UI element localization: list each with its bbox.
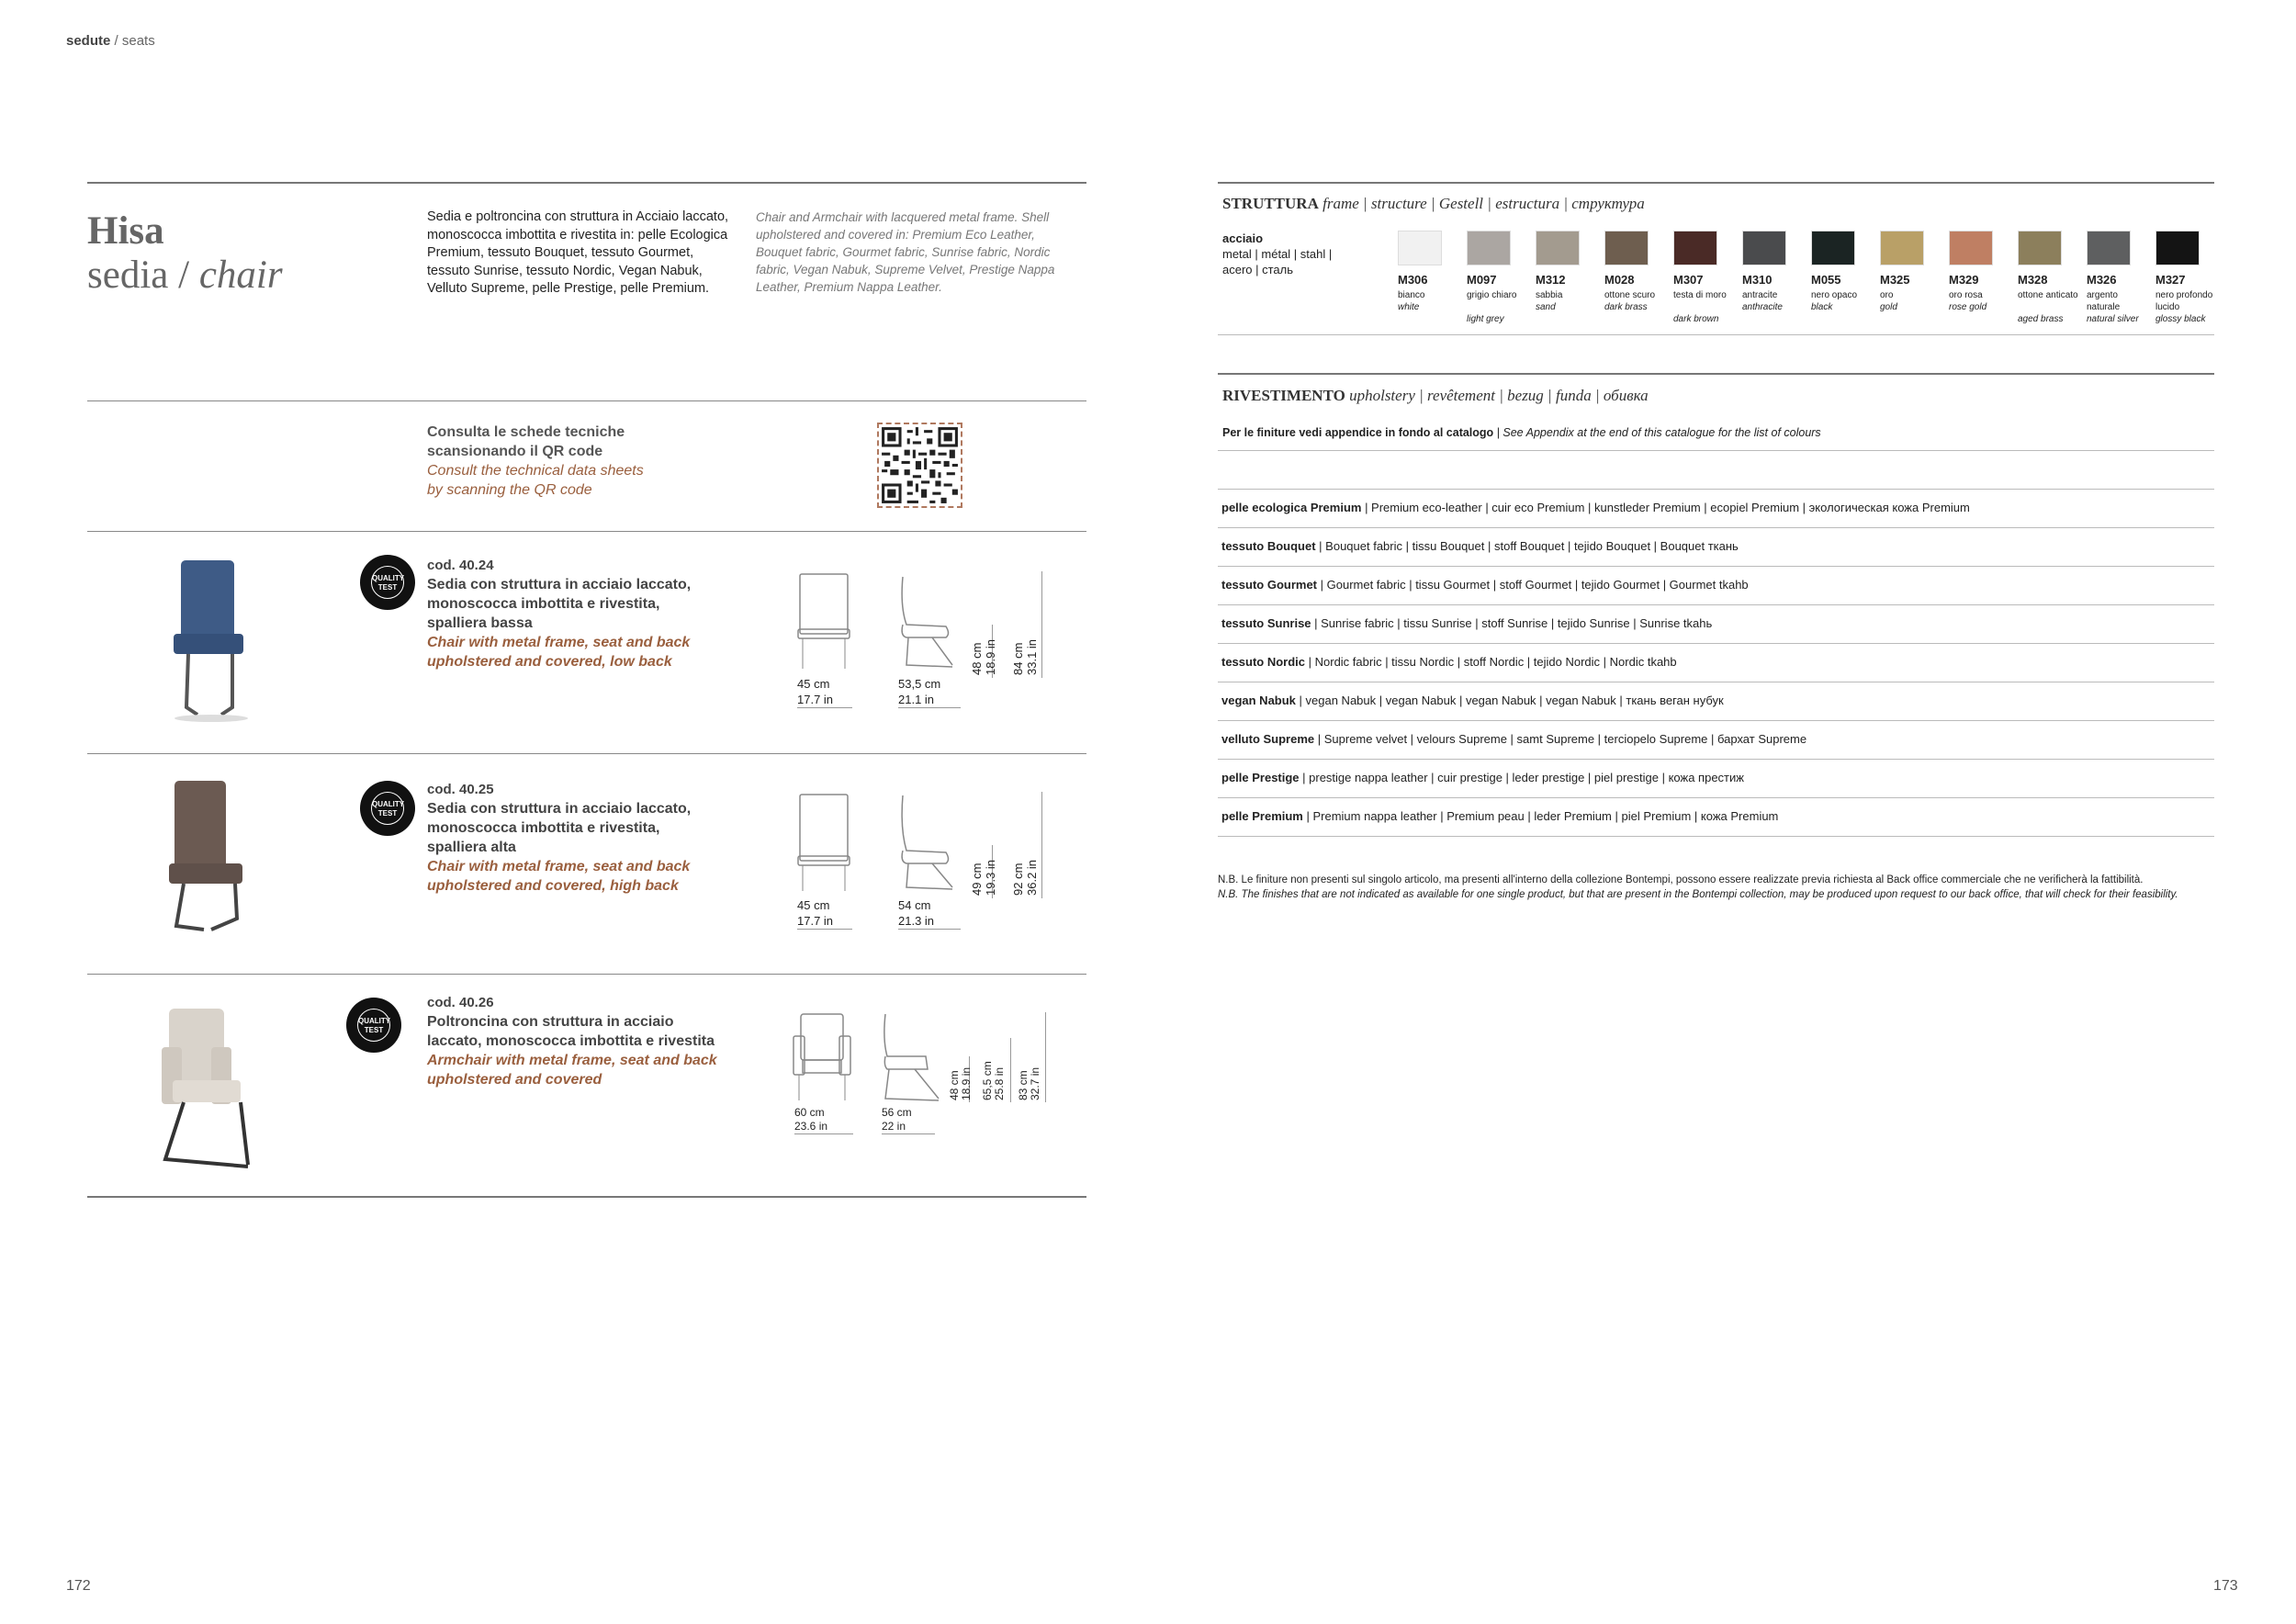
qr-text-en-2: by scanning the QR code	[427, 482, 592, 498]
upholstery-heading-languages: upholstery | revêtement | bezug | funda | обивка	[1349, 387, 1649, 404]
upholstery-heading-main: RIVESTIMENTO	[1222, 387, 1345, 404]
chair-photo-high-back	[156, 772, 266, 937]
structure-material	[1222, 231, 1332, 277]
finish-code: M328	[2018, 273, 2048, 287]
upholstery-item-name: tessuto Nordic	[1221, 655, 1306, 669]
depth-dimension	[898, 897, 961, 930]
quality-test-badge	[360, 781, 415, 836]
product-desc-en-2: upholstered and covered, high back	[427, 878, 679, 894]
product-desc-it-3: spalliera alta	[427, 840, 516, 855]
structure-material-line2: metal | métal | stahl |	[1222, 247, 1333, 261]
divider	[1218, 182, 2214, 184]
qr-text-en-1: Consult the technical data sheets	[427, 463, 644, 479]
qr-code[interactable]	[877, 423, 962, 508]
width-cm: 60 cm	[794, 1106, 825, 1119]
total-height-cm: 83 cm	[1017, 1070, 1030, 1100]
product-description-en: Chair and Armchair with lacquered metal frame. Shell upholstered and covered in: Premium Eco Leather, Bouquet fabric, Gourmet fabric, Sunrise fabric, Nordic fabric, Vegan Nabuk, Supreme Velvet, Prestige Nappa Leather, Premium Nappa Leather.	[756, 210, 1055, 294]
product-item-1	[427, 556, 691, 671]
divider	[87, 531, 1086, 532]
quality-test-label: QUALITY TEST	[357, 1009, 390, 1042]
structure-material-main: acciaio	[1222, 231, 1264, 245]
divider	[1218, 643, 2214, 644]
depth-dimension	[882, 1106, 935, 1134]
quality-test-label: QUALITY TEST	[371, 792, 404, 825]
total-height-in: 33.1 in	[1025, 638, 1039, 675]
width-in: 17.7 in	[797, 914, 834, 928]
finish-code: M307	[1673, 273, 1704, 287]
finish-swatch[interactable]	[1742, 231, 1786, 265]
finish-name-en: natural silver	[2087, 314, 2139, 324]
product-desc-it-2: monoscocca imbottita e rivestita,	[427, 596, 660, 612]
product-desc-it-1: Sedia con struttura in acciaio laccato,	[427, 577, 692, 592]
upholstery-item	[1221, 809, 1778, 823]
product-description-it: Sedia e poltroncina con struttura in Acciaio laccato, monoscocca imbottita e rivestita in: pelle Ecologica Premium, tessuto Bouquet, tessuto Gourmet, tessuto Sunrise, tessuto Nordic, Vegan Nabuk, Velluto Supreme, pelle Prestige, pelle Premium.	[427, 209, 729, 296]
finish-code: M329	[1949, 273, 1979, 287]
product-code: cod. 40.25	[427, 782, 494, 797]
finish-code: M097	[1467, 273, 1497, 287]
finish-name-it: oro rosa	[1949, 290, 1983, 300]
depth-in: 21.3 in	[898, 914, 935, 928]
finish-name-en: anthracite	[1742, 302, 1783, 312]
divider	[87, 400, 1086, 401]
finish-name-en: white	[1398, 302, 1420, 312]
product-subtitle-en: chair	[198, 254, 283, 297]
upholstery-note-main: Per le finiture vedi appendice in fondo al catalogo	[1222, 426, 1494, 439]
upholstery-heading	[1222, 387, 1649, 405]
finish-code: M028	[1604, 273, 1635, 287]
total-height-in: 32.7 in	[1029, 1066, 1041, 1100]
depth-in: 21.1 in	[898, 693, 935, 706]
arm-height-line	[1010, 1038, 1011, 1102]
finish-swatch[interactable]	[2087, 231, 2131, 265]
seat-height-cm: 49 cm	[970, 863, 984, 896]
upholstery-item-translations: | Bouquet fabric | tissu Bouquet | stoff Bouquet | tejido Bouquet | Bouquet ткань	[1315, 539, 1739, 553]
finish-name-en: aged brass	[2018, 314, 2064, 324]
width-dimension	[797, 897, 852, 930]
divider	[1218, 566, 2214, 567]
seat-height-in: 19.3 in	[984, 859, 997, 896]
finish-name-en: dark brass	[1604, 302, 1648, 312]
seat-height	[970, 639, 997, 675]
product-desc-en-1: Armchair with metal frame, seat and back	[427, 1053, 717, 1068]
breadcrumb-section: sedute	[66, 33, 111, 49]
upholstery-item-name: velluto Supreme	[1221, 732, 1315, 746]
finish-code: M326	[2087, 273, 2117, 287]
arm-height	[982, 1061, 1006, 1100]
upholstery-item	[1221, 539, 1739, 553]
width-in: 23.6 in	[794, 1120, 828, 1133]
finish-name-it: oro	[1880, 290, 1894, 300]
depth-cm: 53,5 cm	[898, 677, 941, 691]
finish-swatch[interactable]	[2018, 231, 2062, 265]
total-height-line	[1041, 792, 1042, 898]
finish-code: M310	[1742, 273, 1773, 287]
total-height	[1011, 639, 1039, 675]
finish-code: M055	[1811, 273, 1841, 287]
divider	[87, 182, 1086, 184]
armchair-front-drawing	[792, 1012, 852, 1102]
structure-material-line3: acero | сталь	[1222, 263, 1294, 276]
total-height-line	[1045, 1012, 1046, 1102]
finish-name-en: rose gold	[1949, 302, 1987, 312]
upholstery-item-translations: | Sunrise fabric | tissu Sunrise | stoff Sunrise | tejido Sunrise | Sunrise tkahь	[1311, 616, 1713, 630]
finish-swatch[interactable]	[2155, 231, 2200, 265]
chair-side-drawing	[895, 792, 969, 893]
upholstery-item-translations: | Premium eco-leather | cuir eco Premium | kunstleder Premium | ecopiel Premium | экологическая кожа Premium	[1361, 501, 1970, 514]
product-item-3	[427, 993, 717, 1089]
quality-test-label: QUALITY TEST	[371, 566, 404, 599]
upholstery-item-translations: | vegan Nabuk | vegan Nabuk | vegan Nabuk | vegan Nabuk | ткань веган нубук	[1295, 694, 1724, 707]
divider	[87, 1196, 1086, 1198]
arm-height-in: 25.8 in	[993, 1066, 1006, 1100]
seat-height	[970, 860, 997, 896]
width-cm: 45 cm	[797, 677, 830, 691]
product-desc-it-3: spalliera bassa	[427, 615, 533, 631]
page-number-right: 173	[2213, 1578, 2238, 1594]
seat-height-cm: 48 cm	[970, 642, 984, 675]
armchair-side-drawing	[880, 1012, 953, 1102]
finish-name-it: antracite	[1742, 290, 1778, 300]
finish-swatch[interactable]	[1949, 231, 1993, 265]
seat-height-in: 18.9 in	[984, 638, 997, 675]
divider	[1218, 489, 2214, 490]
product-desc-it-2: laccato, monoscocca imbottita e rivestita	[427, 1033, 715, 1049]
divider	[1218, 759, 2214, 760]
product-code: cod. 40.24	[427, 558, 494, 573]
qr-text-it-1: Consulta le schede tecniche	[427, 424, 625, 440]
product-subtitle	[87, 254, 283, 298]
nb-note-it: N.B. Le finiture non presenti sul singolo articolo, ma presenti all'interno della collezione Bontempi, possono essere realizzate previa richiesta al Back office commerciale che ne verificherà la fattibilità.	[1218, 874, 2144, 885]
armchair-photo	[156, 1001, 276, 1171]
upholstery-note-en: | See Appendix at the end of this catalogue for the list of colours	[1493, 426, 1821, 439]
divider	[1218, 527, 2214, 528]
divider	[1218, 373, 2214, 375]
finish-code: M306	[1398, 273, 1428, 287]
upholstery-item-translations: | Premium nappa leather | Premium peau | leder Premium | piel Premium | кожа Premium	[1302, 809, 1779, 823]
nb-notes	[1218, 873, 2219, 902]
quality-test-badge	[346, 998, 401, 1053]
depth-cm: 56 cm	[882, 1106, 912, 1119]
total-height-in: 36.2 in	[1025, 859, 1039, 896]
finish-name-it: sabbia	[1536, 290, 1563, 300]
upholstery-item	[1221, 732, 1806, 746]
product-desc-it-1: Poltroncina con struttura in acciaio	[427, 1014, 674, 1030]
depth-in: 22 in	[882, 1120, 906, 1133]
structure-heading-main: STRUTTURA	[1222, 195, 1319, 212]
qr-code-icon	[879, 424, 961, 506]
structure-heading-languages: frame | structure | Gestell | estructura | структура	[1322, 195, 1645, 212]
upholstery-item-name: tessuto Bouquet	[1221, 539, 1316, 553]
finish-name-en: sand	[1536, 302, 1556, 312]
divider	[1218, 604, 2214, 605]
product-name: Hisa	[87, 209, 164, 253]
upholstery-item-translations: | prestige nappa leather | cuir prestige | leder prestige | piel prestige | кожа престиж	[1299, 771, 1744, 784]
finish-name-en: black	[1811, 302, 1833, 312]
finish-swatch[interactable]	[1604, 231, 1649, 265]
product-subtitle-it: sedia /	[87, 254, 199, 297]
total-height-line	[1041, 571, 1042, 678]
upholstery-item-translations: | Supreme velvet | velours Supreme | samt Supreme | terciopelo Supreme | бархат Supreme	[1314, 732, 1807, 746]
arm-height-cm: 65,5 cm	[981, 1061, 994, 1100]
product-desc-it-2: monoscocca imbottita e rivestita,	[427, 820, 660, 836]
finish-name-it: bianco	[1398, 290, 1425, 300]
nb-note-en: N.B. The finishes that are not indicated as available for one single product, but that are present in the Bontempi collection, may be produced upon request to our back office, that will check for their feasibility.	[1218, 889, 2178, 900]
upholstery-item	[1221, 501, 1970, 514]
divider	[87, 974, 1086, 975]
qr-text	[427, 423, 644, 500]
seat-height-in: 18.9 in	[960, 1066, 973, 1100]
chair-photo-low-back	[161, 551, 262, 726]
depth-dimension	[898, 676, 961, 708]
upholstery-item-name: pelle Prestige	[1221, 771, 1300, 784]
quality-test-badge	[360, 555, 415, 610]
finish-code: M327	[2155, 273, 2186, 287]
total-height	[1018, 1067, 1041, 1100]
finish-name-it: argento naturale	[2087, 290, 2121, 312]
finish-name-it: ottone anticato	[2018, 290, 2078, 300]
finish-swatch[interactable]	[1673, 231, 1717, 265]
total-height-cm: 84 cm	[1011, 642, 1025, 675]
upholstery-item	[1221, 578, 1749, 592]
divider	[87, 753, 1086, 754]
width-dimension	[794, 1106, 853, 1134]
upholstery-item	[1221, 616, 1712, 630]
seat-height-cm: 48 cm	[948, 1070, 961, 1100]
upholstery-item	[1221, 694, 1724, 707]
finish-name-it: grigio chiaro	[1467, 290, 1517, 300]
upholstery-item-name: vegan Nabuk	[1221, 694, 1296, 707]
qr-text-it-2: scansionando il QR code	[427, 444, 603, 459]
finish-name-it: ottone scuro	[1604, 290, 1656, 300]
product-desc-en-1: Chair with metal frame, seat and back	[427, 859, 691, 874]
chair-side-drawing	[895, 570, 969, 671]
total-height-cm: 92 cm	[1011, 863, 1025, 896]
divider	[1218, 334, 2214, 335]
finish-name-it: testa di moro	[1673, 290, 1727, 300]
finish-swatch[interactable]	[1467, 231, 1511, 265]
breadcrumb	[66, 33, 155, 49]
product-desc-it-1: Sedia con struttura in acciaio laccato,	[427, 801, 692, 817]
chair-front-drawing	[795, 570, 854, 671]
finish-name-it: nero opaco	[1811, 290, 1858, 300]
divider	[1218, 797, 2214, 798]
product-item-2	[427, 780, 691, 896]
upholstery-item-name: pelle Premium	[1221, 809, 1303, 823]
upholstery-item-name: pelle ecologica Premium	[1221, 501, 1362, 514]
finish-swatch[interactable]	[1880, 231, 1924, 265]
width-dimension	[797, 676, 852, 708]
upholstery-item	[1221, 655, 1677, 669]
page-number-left: 172	[66, 1578, 91, 1594]
finish-name-en: glossy black	[2155, 314, 2206, 324]
divider	[1218, 450, 2214, 451]
product-desc-en-2: upholstered and covered	[427, 1072, 602, 1088]
finish-name-en: gold	[1880, 302, 1897, 312]
upholstery-note	[1222, 426, 1821, 439]
chair-front-drawing	[795, 792, 854, 893]
breadcrumb-subsection: / seats	[110, 33, 155, 49]
product-desc-en-2: upholstered and covered, low back	[427, 654, 672, 670]
upholstery-item-name: tessuto Sunrise	[1221, 616, 1311, 630]
finish-swatch[interactable]	[1398, 231, 1442, 265]
depth-cm: 54 cm	[898, 898, 931, 912]
finish-swatch[interactable]	[1536, 231, 1580, 265]
upholstery-item-name: tessuto Gourmet	[1221, 578, 1318, 592]
finish-name-en: light grey	[1467, 314, 1504, 324]
divider	[1218, 720, 2214, 721]
product-code: cod. 40.26	[427, 995, 494, 1010]
finish-name-it: nero profondo lucido	[2155, 290, 2213, 312]
structure-heading	[1222, 195, 1645, 213]
upholstery-item-translations: | Gourmet fabric | tissu Gourmet | stoff Gourmet | tejido Gourmet | Gourmet tkahb	[1317, 578, 1749, 592]
width-cm: 45 cm	[797, 898, 830, 912]
finish-code: M312	[1536, 273, 1566, 287]
width-in: 17.7 in	[797, 693, 834, 706]
seat-height	[949, 1067, 973, 1100]
upholstery-item	[1221, 771, 1744, 784]
product-title	[87, 209, 283, 298]
finish-name-en: dark brown	[1673, 314, 1719, 324]
upholstery-item-translations: | Nordic fabric | tissu Nordic | stoff Nordic | tejido Nordic | Nordic tkahb	[1305, 655, 1677, 669]
divider	[1218, 836, 2214, 837]
product-desc-en-1: Chair with metal frame, seat and back	[427, 635, 691, 650]
finish-swatch[interactable]	[1811, 231, 1855, 265]
total-height	[1011, 860, 1039, 896]
finish-code: M325	[1880, 273, 1910, 287]
